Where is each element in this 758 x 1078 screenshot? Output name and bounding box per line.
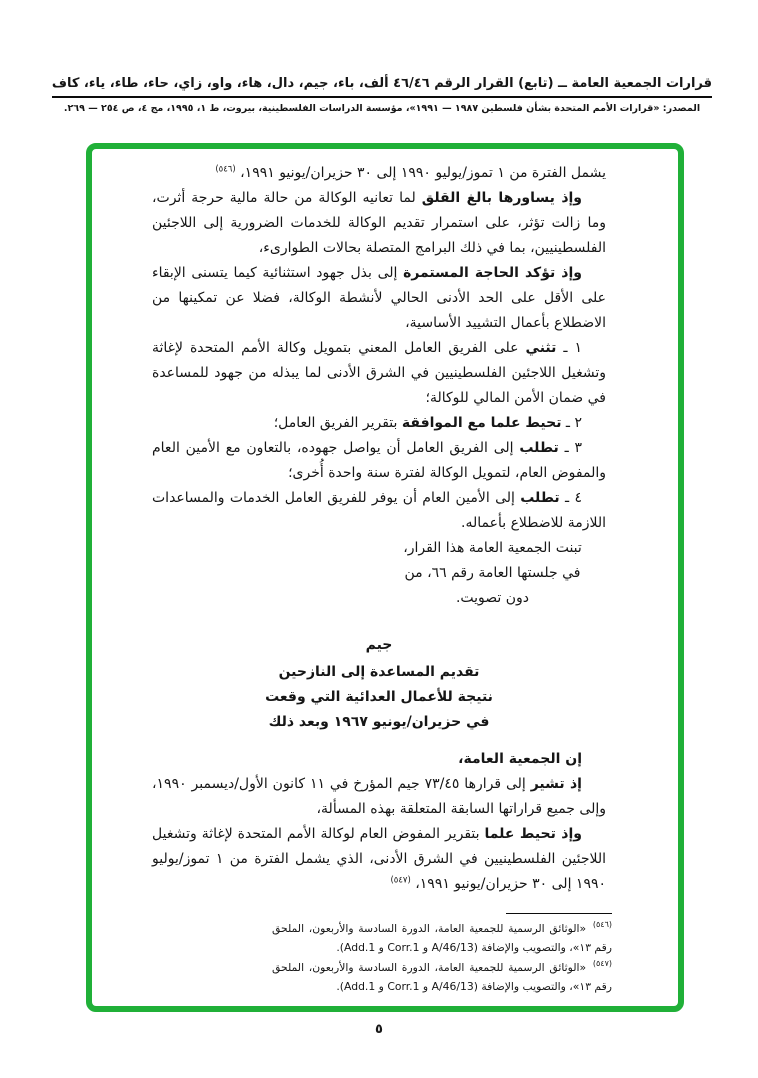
- text-run: إلى الأمين العام أن يوفر للفريق العامل الخدمات والمساعدات اللازمة للاضطلاع بأعماله.: [152, 490, 606, 531]
- page-number: ٥: [374, 1022, 383, 1037]
- text-run: جيم: [365, 637, 393, 653]
- paragraph: [152, 436, 606, 486]
- paragraph: [152, 822, 606, 897]
- page-header: [52, 76, 712, 114]
- footnote-text: «الوثائق الرسمية للجمعية العامة، الدورة السادسة والأربعون، الملحق رقم ١٣»، والتصويب والإضافة (A/46/13 و Corr.1 و Add.1).: [272, 961, 612, 993]
- text-run: نتيجة للأعمال العدائية التي وقعت: [265, 689, 493, 705]
- paragraph: [152, 633, 606, 658]
- paragraph: [152, 161, 606, 186]
- footnote-separator: [506, 913, 612, 914]
- footnote-ref: (٥٤٦): [215, 164, 236, 175]
- text-run: وإذ تؤكد الحاجة المستمرة: [403, 265, 582, 281]
- paragraph: [152, 685, 606, 710]
- text-run: لما تعانيه الوكالة من حالة مالية حرجة أثرت، وما زالت تؤثر، على استمرار تقديم الوكالة للخدمات الضرورية إلى اللاجئين الفلسطينيين، بما في ذلك البرامج المتصلة بحالات الطوارىء،: [152, 190, 606, 256]
- text-run: تثني: [525, 340, 557, 356]
- footnote-marker: (٥٤٦): [592, 920, 612, 930]
- paragraph: [379, 536, 606, 561]
- text-run: ٣ ـ: [558, 440, 582, 456]
- text-run: بتقرير المفوض العام لوكالة الأمم المتحدة لإغاثة وتشغيل اللاجئين الفلسطينيين في الشرق الأدنى، الذي يشمل الفترة من ١ تموز/يوليو ١٩٩٠ إلى ٣٠ حزيران/يونيو ١٩٩١،: [152, 826, 606, 892]
- footnotes: [272, 913, 612, 998]
- paragraph: [152, 486, 606, 536]
- text-run: وإذ يساورها بالغ القلق: [421, 190, 582, 206]
- text-run: إلى الفريق العامل أن يواصل جهوده، بالتعاون مع الأمين العام والمفوض العام، لتمويل الوكالة لفترة سنة واحدة أُخرى؛: [152, 440, 606, 481]
- paragraph: [152, 772, 606, 822]
- text-run: تبنت الجمعية العامة هذا القرار،: [403, 540, 582, 556]
- text-run: دون تصويت.: [455, 590, 530, 606]
- text-run: وإذ تحيط علما: [484, 826, 582, 842]
- footnote-ref: (٥٤٧): [390, 875, 411, 886]
- paragraph: [379, 561, 606, 586]
- text-run: في جلستها العامة رقم ٦٦، من: [404, 565, 581, 581]
- paragraph: [152, 411, 606, 436]
- text-run: بتقرير الفريق العامل؛: [273, 415, 402, 431]
- paragraph: [152, 660, 606, 685]
- text-run: تطلب: [519, 440, 559, 456]
- text-run: إلى بذل جهود استثنائية كيما يتسنى الإبقاء على الأقل على الحد الأدنى الحالي لأنشطة الوكالة، فضلا عن تمكينها من الاضطلاع بأعمال التشييد الأساسية،: [152, 265, 606, 331]
- text-run: في حزيران/يونيو ١٩٦٧ وبعد ذلك: [268, 714, 490, 730]
- paragraph: [152, 336, 606, 411]
- text-run: إن الجمعية العامة،: [458, 751, 582, 767]
- footnote-marker: (٥٤٧): [592, 959, 612, 969]
- text-run: على الفريق العامل المعني بتمويل وكالة الأمم المتحدة لإغاثة وتشغيل اللاجئين الفلسطينيين في الشرق الأدنى لما يبذله من جهود للمساعدة في ضمان الأمن المالي للوكالة؛: [152, 340, 606, 406]
- text-run: ٤ ـ: [559, 490, 582, 506]
- paragraph: [379, 586, 606, 611]
- paragraph: [152, 261, 606, 336]
- footnote: [272, 959, 612, 996]
- header-title: قرارات الجمعية العامة ــ (تابع) القرار الرقم ٤٦/٤٦ ألف، باء، جيم، دال، هاء، واو، زاي، حاء، طاء، ياء، كاف: [52, 76, 712, 98]
- text-run: تطلب: [520, 490, 560, 506]
- text-run: ٢ ـ: [561, 415, 582, 431]
- spacer: [152, 897, 606, 913]
- green-frame: [86, 143, 684, 1012]
- text-run: تحيط علما مع الموافقة: [401, 415, 562, 431]
- text-run: إذ تشير: [530, 776, 582, 792]
- text-run: إلى قرارها ٤٥‏/‏٧٣ جيم المؤرخ في ١١ كانون الأول/ديسمبر ١٩٩٠، وإلى جميع قراراتها السابقة المتعلقة بهذه المسألة،: [152, 776, 606, 817]
- text-run: تقديم المساعدة إلى النازحين: [278, 664, 480, 680]
- footnote: [272, 920, 612, 957]
- paragraph: [152, 747, 606, 772]
- text-run: ١ ـ: [556, 340, 582, 356]
- footnote-text: «الوثائق الرسمية للجمعية العامة، الدورة السادسة والأربعون، الملحق رقم ١٣»، والتصويب والإضافة (A/46/13 و Corr.1 و Add.1).: [272, 922, 612, 954]
- paragraph: [152, 710, 606, 735]
- paragraph: [152, 186, 606, 261]
- header-source-line: المصدر: «قرارات الأمم المتحدة بشأن فلسطين ١٩٨٧ — ١٩٩١»، مؤسسة الدراسات الفلسطينية، بيروت، ط ١، ١٩٩٥، مج ٤، ص ٢٥٤ — ٢٦٩.: [63, 103, 701, 114]
- text-run: يشمل الفترة من ١ تموز/يوليو ١٩٩٠ إلى ٣٠ حزيران/يونيو ١٩٩١،: [235, 165, 606, 181]
- body-text: [152, 161, 606, 897]
